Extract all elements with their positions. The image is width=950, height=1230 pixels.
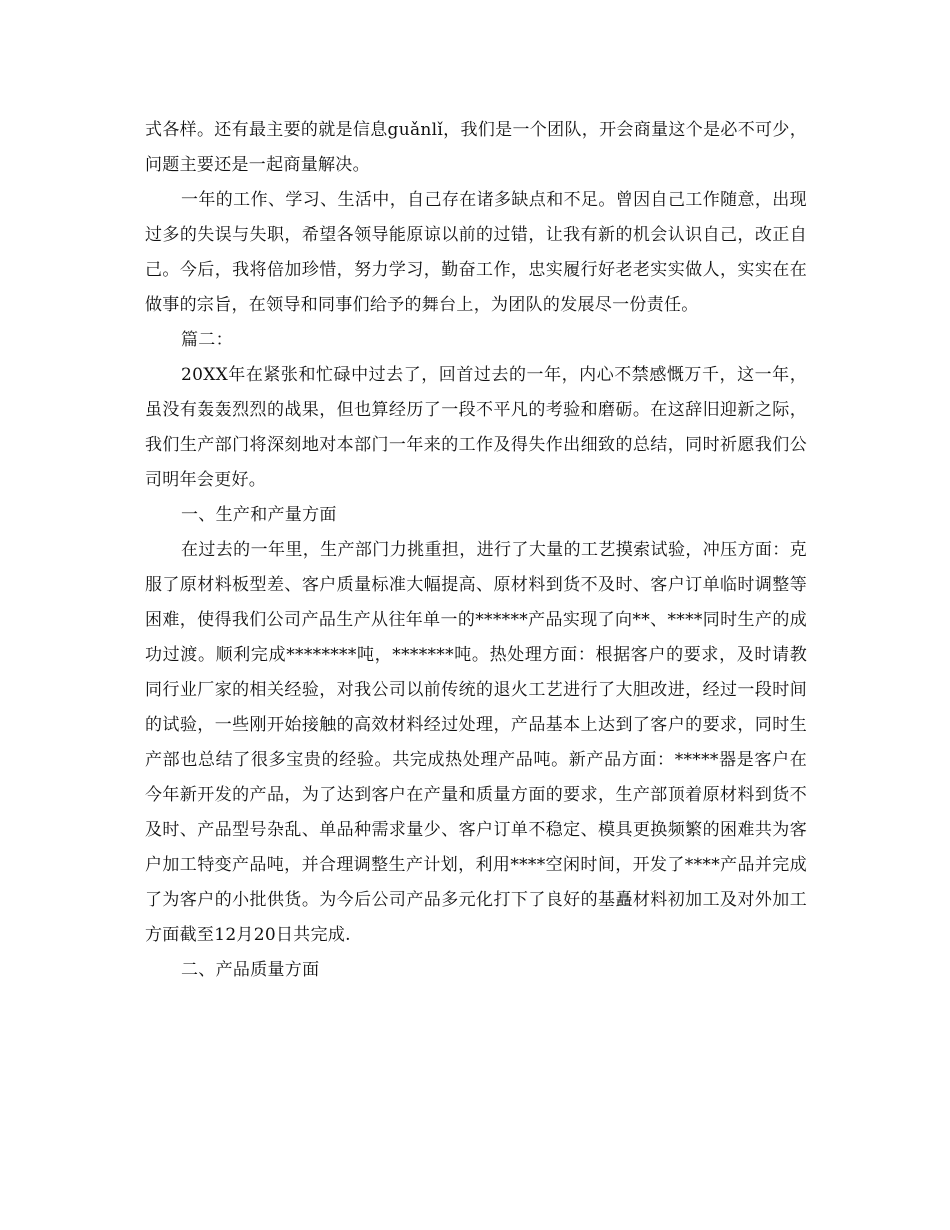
section-heading-quality: 二、产品质量方面 (181, 960, 320, 980)
section-heading-part-two: 篇二： (181, 330, 233, 350)
section-heading-production: 一、生产和产量方面 (181, 505, 337, 525)
paragraph-4: 在过去的一年里，生产部门力挑重担，进行了大量的工艺摸索试验，冲压方面：克服了原材料板型差、客户质量标准大幅提高、原材料到货不及时、客户订单临时调整等困难，使得我们公司产品生产从往年单一的******产品实现了向**、****同时生产的成功过渡。顺利完成********吨，*******吨。热处理方面：根据客户的要求，及时请教同行业厂家的相关经验，对我公司以前传统的退火工艺进行了大胆改进，经过一段时间的试验，一些刚开始接触的高效材料经过处理，产品基本上达到了客户的要求，同时生产部也总结了很多宝贵的经验。共完成热处理产品吨。新产品方面：*****器是客户在今年新开发的产品，为了达到客户在产量和质量方面的要求，生产部顶着原材料到货不及时、产品型号杂乱、单品种需求量少、客户订单不稳定、模具更换频繁的困难共为客户加工特变产品吨，并合理调整生产计划，利用****空闲时间，开发了****产品并完成了为客户的小批供货。为今后公司产品多元化打下了良好的基矗材料初加工及对外加工方面截至12月20日共完成. (145, 540, 807, 945)
document-body (145, 113, 807, 988)
paragraph-1: 式各样。还有最主要的就是信息guǎnlǐ，我们是一个团队，开会商量这个是必不可少，问题主要还是一起商量解决。 (145, 120, 807, 175)
paragraph-3: 20XX年在紧张和忙碌中过去了，回首过去的一年，内心不禁感慨万千，这一年，虽没有轰轰烈烈的战果，但也算经历了一段不平凡的考验和磨砺。在这辞旧迎新之际，我们生产部门将深刻地对本部门一年来的工作及得失作出细致的总结，同时祈愿我们公司明年会更好。 (145, 365, 807, 490)
paragraph-2: 一年的工作、学习、生活中，自己存在诸多缺点和不足。曾因自己工作随意，出现过多的失误与失职，希望各领导能原谅以前的过错，让我有新的机会认识自己，改正自己。今后，我将倍加珍惜，努力学习，勤奋工作，忠实履行好老老实实做人，实实在在做事的宗旨，在领导和同事们给予的舞台上，为团队的发展尽一份责任。 (145, 190, 807, 315)
